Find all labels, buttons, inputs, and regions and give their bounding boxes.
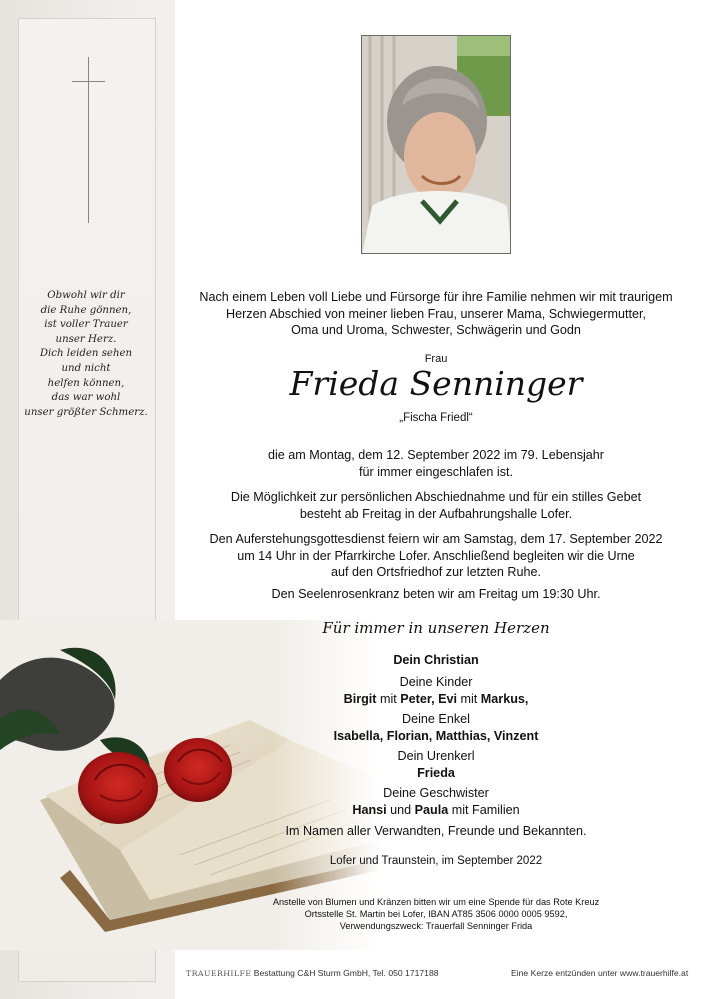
farewell-text	[175, 489, 697, 522]
intro-text	[175, 289, 697, 339]
farewell-line: Die Möglichkeit zur persönlichen Abschiednahme und für ein stilles Gebet	[230, 490, 642, 504]
children-label: Deine Kinder	[399, 675, 473, 689]
death-text	[175, 447, 697, 480]
connector: mit	[460, 691, 478, 706]
deceased-name: Frieda Senninger	[289, 364, 583, 403]
poem-line: das war wohl	[51, 392, 121, 404]
service-line: Den Auferstehungsgottesdienst feiern wir am Samstag, dem 17. September 2022	[209, 532, 663, 546]
poem-line: helfen können,	[47, 377, 125, 389]
place-date: Lofer und Traunstein, im September 2022	[329, 855, 543, 867]
child-name: Evi	[438, 691, 457, 706]
sibling-name: Paula	[414, 802, 449, 817]
donation-notice	[175, 896, 697, 933]
grandchildren-label: Deine Enkel	[402, 712, 470, 726]
family-husband: Dein Christian	[393, 653, 479, 667]
connector: und	[390, 802, 412, 817]
cross-icon-bar	[72, 81, 105, 82]
service-line: um 14 Uhr in der Pfarrkirche Lofer. Anschließend begleiten wir die Urne	[237, 548, 635, 563]
donation-line: Ortsstelle St. Martin bei Lofer, IBAN AT85 3506 0000 0005 9592,	[304, 909, 568, 920]
connector: mit	[379, 691, 397, 706]
grandchildren-names: Isabella, Florian, Matthias, Vinzent	[333, 728, 539, 743]
poem-line: und nicht	[61, 362, 111, 374]
intro-line: Herzen Abschied von meiner lieben Frau, unserer Mama, Schwiegermutter,	[226, 306, 646, 321]
motto: Für immer in unseren Herzen	[322, 619, 550, 637]
portrait-photo	[361, 35, 511, 254]
death-line: die am Montag, dem 12. September 2022 im 79. Lebensjahr	[267, 448, 605, 462]
rosary-text: Den Seelenrosenkranz beten wir am Freitag um 19:30 Uhr.	[271, 587, 601, 601]
donation-line: Anstelle von Blumen und Kränzen bitten wir um eine Spende für das Rote Kreuz	[272, 897, 600, 907]
nickname: „Fischa Friedl“	[399, 412, 473, 424]
family-children	[175, 674, 697, 707]
service-text	[175, 531, 697, 581]
children-names	[175, 691, 697, 708]
intro-line: Nach einem Leben voll Liebe und Fürsorge für ihre Familie nehmen wir mit traurigem	[199, 290, 673, 304]
poem-line: ist voller Trauer	[44, 319, 128, 331]
salutation: Frau	[424, 353, 448, 365]
great-name: Frieda	[417, 765, 455, 780]
child-name: Peter,	[400, 691, 435, 706]
poem-line: unser größter Schmerz.	[24, 406, 148, 418]
footer-candle-link[interactable]: Eine Kerze entzünden unter www.trauerhilfe.at	[511, 968, 689, 978]
service-line: auf den Ortsfriedhof zur letzten Ruhe.	[330, 565, 541, 579]
child-name: Markus,	[480, 691, 529, 706]
child-name: Birgit	[343, 691, 377, 706]
trauerhilfe-logo: TRAUERHILFE	[186, 969, 252, 978]
undertaker-info: Bestattung C&H Sturm GmbH, Tel. 050 1717188	[253, 968, 439, 978]
siblings-label: Deine Geschwister	[383, 786, 489, 800]
portrait-image	[362, 36, 511, 254]
farewell-line: besteht ab Freitag in der Aufbahrungshalle Lofer.	[299, 506, 573, 521]
footer-undertaker	[186, 968, 439, 978]
poem	[20, 289, 152, 420]
great-label: Dein Urenkerl	[397, 749, 475, 763]
relatives-text: Im Namen aller Verwandten, Freunde und Bekannten.	[285, 824, 587, 838]
poem-line: Dich leiden sehen	[39, 348, 133, 360]
death-line: für immer eingeschlafen ist.	[359, 464, 513, 479]
poem-line: die Ruhe gönnen,	[40, 304, 132, 316]
family-great-grandchild	[175, 748, 697, 781]
poem-line: Obwohl wir dir	[47, 290, 125, 301]
poem-line: unser Herz.	[55, 333, 117, 345]
family-grandchildren	[175, 711, 697, 744]
siblings-names	[175, 802, 697, 819]
connector: mit Familien	[451, 802, 520, 817]
intro-line: Oma und Uroma, Schwester, Schwägerin und Godn	[291, 323, 581, 337]
donation-line: Verwendungszweck: Trauerfall Senninger Frida	[339, 921, 533, 932]
sibling-name: Hansi	[352, 802, 387, 817]
family-siblings	[175, 785, 697, 818]
